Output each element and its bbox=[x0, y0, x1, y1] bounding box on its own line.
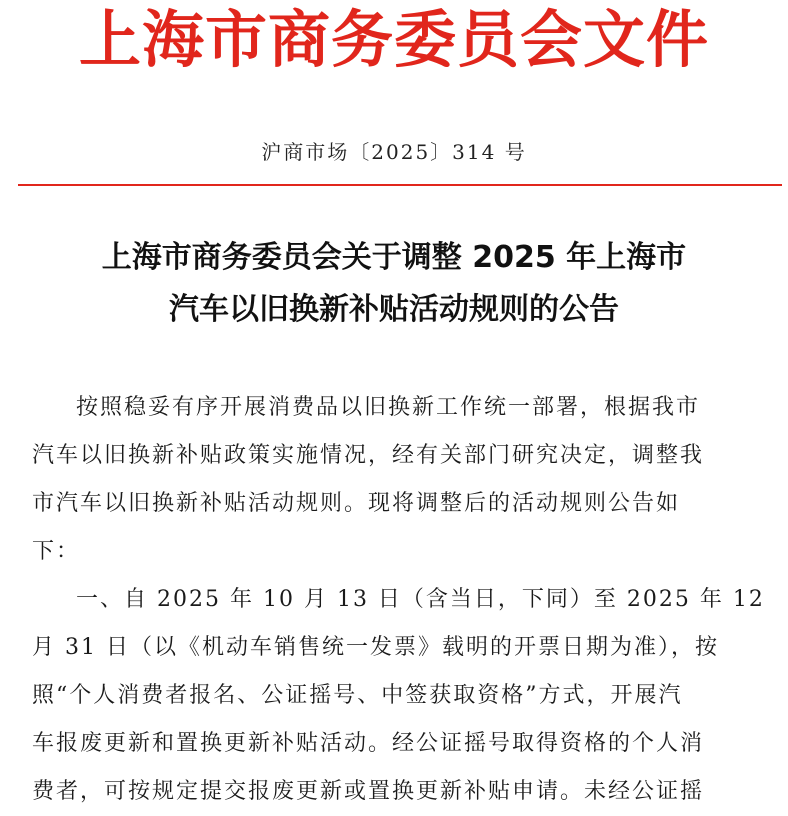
title-line-1: 上海市商务委员会关于调整 2025 年上海市 bbox=[101, 240, 687, 275]
document-body bbox=[32, 384, 784, 816]
body-line: 按照稳妥有序开展消费品以旧换新工作统一部署，根据我市 bbox=[76, 395, 701, 420]
body-line: 车报废更新和置换更新补贴活动。经公证摇号取得资格的个人消 bbox=[32, 731, 705, 756]
document-masthead: 上海市商务委员会文件 bbox=[78, 3, 709, 76]
body-line: 下： bbox=[32, 539, 81, 564]
body-line: 费者，可按规定提交报废更新或置换更新补贴申请。未经公证摇 bbox=[32, 779, 705, 804]
body-line: 月 31 日（以《机动车销售统一发票》载明的开票日期为准），按 bbox=[32, 635, 719, 660]
masthead-divider bbox=[18, 184, 782, 186]
body-line: 照“个人消费者报名、公证摇号、中签获取资格”方式，开展汽 bbox=[32, 683, 683, 708]
document-number: 沪商市场〔2025〕314 号 bbox=[261, 140, 527, 164]
title-line-2: 汽车以旧换新补贴活动规则的公告 bbox=[169, 292, 619, 327]
body-line: 市汽车以旧换新补贴活动规则。现将调整后的活动规则公告如 bbox=[32, 491, 681, 516]
document-title bbox=[0, 232, 788, 336]
body-line: 汽车以旧换新补贴政策实施情况，经有关部门研究决定，调整我 bbox=[32, 443, 705, 468]
body-line: 一、自 2025 年 10 月 13 日（含当日，下同）至 2025 年 12 bbox=[76, 587, 765, 612]
